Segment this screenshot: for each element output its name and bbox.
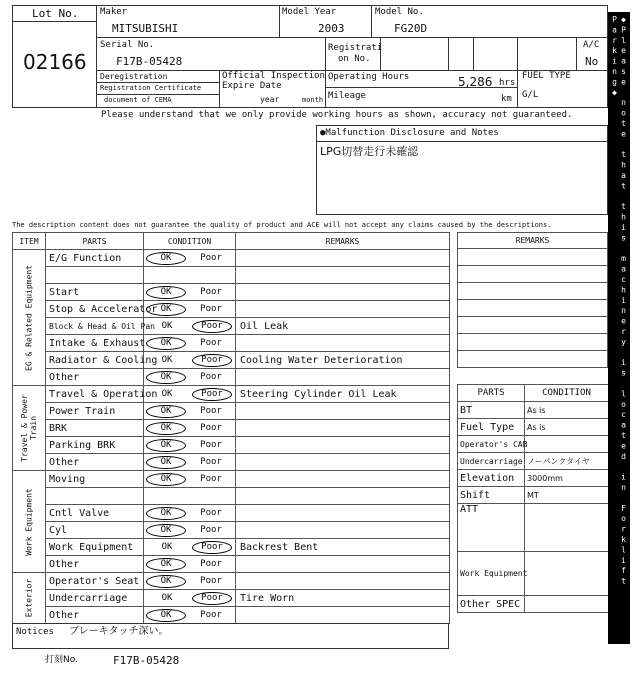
spec-row xyxy=(458,487,609,504)
item-group-label-line: Travel & Power xyxy=(20,394,29,462)
disclaimer: The description content does not guarantee the quality of product and ACE will not accept any claims caused by the descriptions. xyxy=(12,221,552,229)
condition-poor: Poor xyxy=(200,558,222,569)
spec-parts-header: PARTS xyxy=(458,385,525,402)
remark-cell xyxy=(236,250,450,267)
condition-cell xyxy=(144,607,236,624)
table-row xyxy=(13,284,450,301)
condition-cell xyxy=(144,369,236,386)
condition-poor: Poor xyxy=(200,337,222,348)
item-group-travel xyxy=(13,386,46,471)
condition-poor: Poor xyxy=(192,388,232,401)
spec-condition xyxy=(525,504,609,552)
condition-cell xyxy=(144,539,236,556)
remark-cell xyxy=(236,556,450,573)
table-row xyxy=(13,386,450,403)
part-name: Work Equipment xyxy=(46,539,144,556)
spec-part: BT xyxy=(458,402,525,419)
hours-notice: Please understand that we only provide working hours as shown, accuracy not guaranteed. xyxy=(101,110,573,120)
serial-value: F17B-05428 xyxy=(116,55,183,68)
condition-ok: OK xyxy=(146,371,186,384)
remark-cell xyxy=(236,488,450,505)
condition-cell xyxy=(144,505,236,522)
condition-ok: OK xyxy=(161,592,173,603)
expire-date-label: Expire Date xyxy=(222,81,282,91)
month-label: month xyxy=(302,96,324,104)
serial-label: Serial No. xyxy=(100,40,155,50)
condition-poor: Poor xyxy=(200,405,222,416)
part-name: Other xyxy=(46,454,144,471)
condition-ok: OK xyxy=(146,456,186,469)
part-name: Travel & Operation xyxy=(46,386,144,403)
right-remarks-row xyxy=(458,334,608,351)
operating-hours-value: 5,286 xyxy=(458,75,493,89)
spec-condition xyxy=(525,596,609,613)
item-group-exterior xyxy=(13,573,46,624)
remark-cell: Cooling Water Deterioration xyxy=(236,352,450,369)
condition-ok: OK xyxy=(146,524,186,537)
spec-condition-header: CONDITION xyxy=(525,385,609,402)
part-name: E/G Function xyxy=(46,250,144,267)
spec-row xyxy=(458,419,609,436)
hrs-unit: hrs xyxy=(499,78,516,88)
remark-cell xyxy=(236,505,450,522)
condition-poor: Poor xyxy=(200,252,222,263)
spec-part: Shift xyxy=(458,487,525,504)
condition-poor: Poor xyxy=(200,303,222,314)
spec-table xyxy=(457,384,609,613)
model-no-label: Model No. xyxy=(375,7,424,17)
item-group-label xyxy=(20,394,38,461)
part-name: BRK xyxy=(46,420,144,437)
condition-ok: OK xyxy=(146,507,186,520)
condition-cell xyxy=(144,556,236,573)
part-name: Start xyxy=(46,284,144,301)
part-name: Moving xyxy=(46,471,144,488)
remark-cell xyxy=(236,437,450,454)
spec-part: Fuel Type xyxy=(458,419,525,436)
condition-poor: Poor xyxy=(200,439,222,450)
condition-cell xyxy=(144,250,236,267)
condition-poor: Poor xyxy=(192,320,232,333)
remark-cell xyxy=(236,267,450,284)
remark-cell: Steering Cylinder Oil Leak xyxy=(236,386,450,403)
condition-cell xyxy=(144,590,236,607)
model-year-value: 2003 xyxy=(318,22,345,35)
table-row xyxy=(13,505,450,522)
right-remarks-row xyxy=(458,317,608,334)
official-inspection-label: Official Inspection xyxy=(222,71,325,81)
remark-cell xyxy=(236,471,450,488)
condition-ok: OK xyxy=(146,422,186,435)
stamp-value: F17B-05428 xyxy=(113,654,180,667)
remark-cell: Tire Worn xyxy=(236,590,450,607)
item-group-label-line: Train xyxy=(29,415,38,441)
condition-cell xyxy=(144,284,236,301)
table-row xyxy=(13,573,450,590)
condition-poor: Poor xyxy=(200,473,222,484)
part-name xyxy=(46,267,144,284)
condition-ok: OK xyxy=(146,405,186,418)
condition-cell xyxy=(144,301,236,318)
condition-poor: Poor xyxy=(200,524,222,535)
remark-cell xyxy=(236,420,450,437)
condition-cell xyxy=(144,454,236,471)
right-remarks-row xyxy=(458,266,608,283)
table-row xyxy=(13,335,450,352)
registration-label-1: Registrati xyxy=(328,43,383,53)
condition-poor: Poor xyxy=(192,592,232,605)
part-name: Undercarriage xyxy=(46,590,144,607)
condition-ok: OK xyxy=(146,558,186,571)
right-remarks-table xyxy=(457,232,608,368)
condition-cell xyxy=(144,403,236,420)
remark-cell xyxy=(236,607,450,624)
remark-cell xyxy=(236,369,450,386)
spec-part: Other SPEC xyxy=(458,596,525,613)
table-row xyxy=(13,369,450,386)
part-name: Other xyxy=(46,369,144,386)
condition-cell xyxy=(144,352,236,369)
part-name: Intake & Exhaust xyxy=(46,335,144,352)
right-remarks-row xyxy=(458,300,608,317)
remark-cell xyxy=(236,403,450,420)
part-name: Block & Head & Oil Pan xyxy=(46,318,144,335)
ac-label: A/C xyxy=(583,40,600,50)
spec-row xyxy=(458,504,609,552)
malfunction-text: LPG切替走行未確認 xyxy=(320,145,419,158)
spec-part: Elevation xyxy=(458,470,525,487)
condition-ok: OK xyxy=(161,354,173,365)
spec-row xyxy=(458,453,609,470)
spec-condition xyxy=(525,552,609,596)
part-name: Power Train xyxy=(46,403,144,420)
remark-cell xyxy=(236,284,450,301)
condition-poor: Poor xyxy=(200,286,222,297)
remark-cell xyxy=(236,573,450,590)
condition-ok: OK xyxy=(161,388,173,399)
spec-condition: As is xyxy=(525,419,609,436)
notices-label: Notices xyxy=(16,627,54,637)
condition-cell xyxy=(144,386,236,403)
right-remarks-row xyxy=(458,351,608,368)
table-row xyxy=(13,301,450,318)
right-remarks-row xyxy=(458,283,608,300)
table-row xyxy=(13,590,450,607)
condition-ok: OK xyxy=(161,541,173,552)
part-name: Cntl Valve xyxy=(46,505,144,522)
lot-label: Lot No. xyxy=(32,7,79,20)
table-row xyxy=(13,488,450,505)
ac-value: No xyxy=(585,55,599,68)
table-row xyxy=(13,607,450,624)
condition-poor: Poor xyxy=(200,371,222,382)
spec-row xyxy=(458,552,609,596)
table-row xyxy=(13,250,450,267)
parts-header: PARTS xyxy=(46,233,144,250)
condition-ok: OK xyxy=(146,252,186,265)
remarks-header: REMARKS xyxy=(236,233,450,250)
condition-ok: OK xyxy=(146,286,186,299)
spec-row xyxy=(458,470,609,487)
condition-ok: OK xyxy=(161,320,173,331)
spec-part: ATT xyxy=(458,504,525,552)
condition-cell xyxy=(144,471,236,488)
notices-text: ブレーキタッチ深い。 xyxy=(69,626,169,637)
fuel-type-value: G/L xyxy=(522,90,539,100)
condition-cell xyxy=(144,318,236,335)
right-remarks-row xyxy=(458,249,608,266)
table-row xyxy=(13,420,450,437)
spec-row xyxy=(458,436,609,453)
part-name: Other xyxy=(46,556,144,573)
condition-ok: OK xyxy=(146,303,186,316)
maker-label: Maker xyxy=(100,7,128,17)
condition-ok: OK xyxy=(146,439,186,452)
spec-part: Operator's CAB xyxy=(458,436,525,453)
document-cema-label: document of CEMA xyxy=(104,96,172,104)
table-row xyxy=(13,522,450,539)
remark-cell xyxy=(236,522,450,539)
fuel-type-label: FUEL TYPE xyxy=(522,71,571,81)
table-row xyxy=(13,352,450,369)
mileage-label: Mileage xyxy=(328,91,366,101)
condition-ok: OK xyxy=(146,575,186,588)
item-group-label: Work Equipment xyxy=(24,487,34,556)
remark-cell xyxy=(236,301,450,318)
condition-cell xyxy=(144,335,236,352)
condition-cell xyxy=(144,420,236,437)
condition-poor: Poor xyxy=(200,422,222,433)
condition-ok: OK xyxy=(146,473,186,486)
part-name: Radiator & Cooling xyxy=(46,352,144,369)
condition-poor: Poor xyxy=(200,507,222,518)
condition-poor: Poor xyxy=(192,541,232,554)
part-name: Other xyxy=(46,607,144,624)
table-row xyxy=(13,437,450,454)
model-year-label: Model Year xyxy=(282,7,337,17)
km-unit: km xyxy=(501,94,512,104)
stamp-label: 打刻No. xyxy=(45,655,78,665)
remark-cell: Backrest Bent xyxy=(236,539,450,556)
model-no-value: FG20D xyxy=(394,22,428,35)
condition-poor: Poor xyxy=(200,609,222,620)
spec-condition: ノーパンクタイヤ xyxy=(525,453,609,470)
condition-header: CONDITION xyxy=(144,233,236,250)
item-group-eg xyxy=(13,250,46,386)
part-name: Stop & Accelerator xyxy=(46,301,144,318)
item-group-work xyxy=(13,471,46,573)
table-row xyxy=(13,556,450,573)
table-row xyxy=(13,471,450,488)
registration-label-2: on No. xyxy=(338,54,371,64)
condition-cell xyxy=(144,437,236,454)
spec-condition: As is xyxy=(525,402,609,419)
condition-cell xyxy=(144,267,236,284)
spec-condition: 3000mm xyxy=(525,470,609,487)
spec-condition xyxy=(525,436,609,453)
condition-cell xyxy=(144,573,236,590)
malfunction-box xyxy=(316,125,608,215)
condition-poor: Poor xyxy=(200,456,222,467)
table-row xyxy=(13,267,450,284)
operating-hours-label: Operating Hours xyxy=(328,72,410,82)
inspection-table xyxy=(12,232,450,624)
condition-poor: Poor xyxy=(200,575,222,586)
remark-cell xyxy=(236,335,450,352)
condition-ok: OK xyxy=(146,337,186,350)
remark-cell xyxy=(236,454,450,471)
table-row xyxy=(13,539,450,556)
part-name: Parking BRK xyxy=(46,437,144,454)
maker-value: MITSUBISHI xyxy=(112,22,179,35)
spec-row xyxy=(458,596,609,613)
spec-row xyxy=(458,402,609,419)
malfunction-label: ●Malfunction Disclosure and Notes xyxy=(320,128,499,138)
spec-condition: MT xyxy=(525,487,609,504)
table-row xyxy=(13,403,450,420)
right-remarks-header: REMARKS xyxy=(458,233,608,249)
item-group-label: EG & Related Equipment xyxy=(24,264,34,371)
condition-ok: OK xyxy=(146,609,186,622)
remark-cell: Oil Leak xyxy=(236,318,450,335)
deregistration-label: Deregistration xyxy=(100,72,168,81)
spec-part: Undercarriage xyxy=(458,453,525,470)
spec-part: Work Equipment xyxy=(458,552,525,596)
location-notice-sidebar: ◆Please note that this machinery is located in Forklift Parking◆ xyxy=(608,12,630,644)
registration-certificate-label: Registration Certificate xyxy=(100,84,202,92)
condition-poor: Poor xyxy=(192,354,232,367)
table-row xyxy=(13,318,450,335)
condition-cell xyxy=(144,488,236,505)
lot-number: 02166 xyxy=(23,50,87,74)
year-label: year xyxy=(260,95,280,104)
part-name: Operator's Seat xyxy=(46,573,144,590)
part-name xyxy=(46,488,144,505)
part-name: Cyl xyxy=(46,522,144,539)
condition-cell xyxy=(144,522,236,539)
item-group-label: Exterior xyxy=(24,578,34,618)
item-header: ITEM xyxy=(13,233,46,250)
table-row xyxy=(13,454,450,471)
